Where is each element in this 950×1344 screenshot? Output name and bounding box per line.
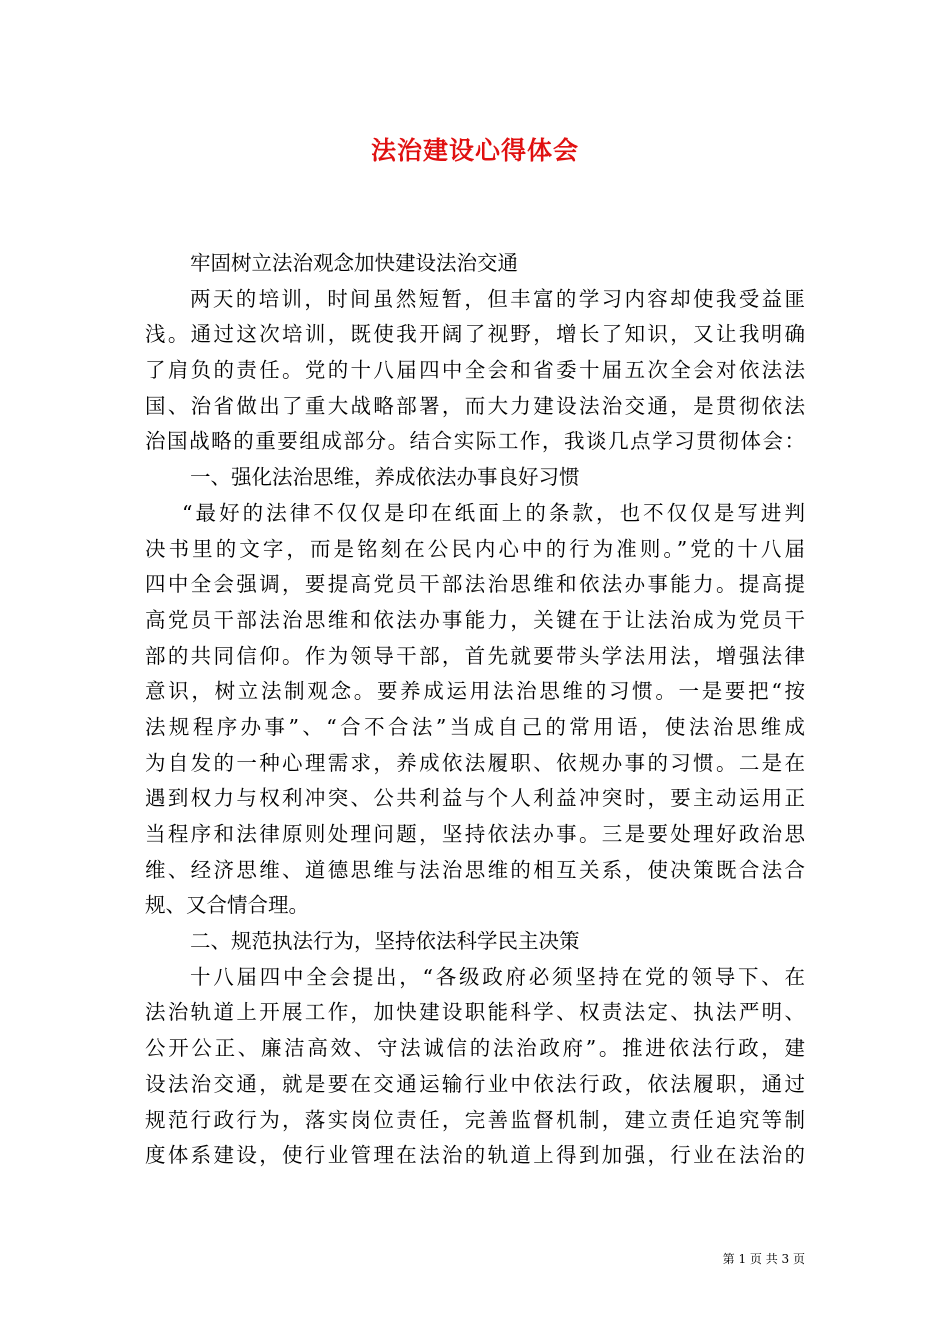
paragraph-line: 公开公正、廉洁高效、守法诚信的法治政府”。推进依法行政，建 bbox=[145, 1036, 805, 1061]
paragraph-line: 维、经济思维、道德思维与法治思维的相互关系，使决策既合法合 bbox=[145, 857, 805, 882]
paragraph-line: 部的共同信仰。作为领导干部，首先就要带头学法用法，增强法律 bbox=[145, 643, 805, 668]
paragraph-line: 治国战略的重要组成部分。结合实际工作，我谈几点学习贯彻体会： bbox=[145, 429, 805, 454]
paragraph-line: 法规程序办事”、“合不合法”当成自己的常用语，使法治思维成 bbox=[145, 714, 805, 739]
paragraph-line: 国、治省做出了重大战略部署，而大力建设法治交通，是贯彻依法 bbox=[145, 393, 805, 418]
paragraph-line: 决书里的文字，而是铭刻在公民内心中的行为准则。”党的十八届 bbox=[145, 536, 805, 561]
paragraph-line: 四中全会强调，要提高党员干部法治思维和依法办事能力。提高提 bbox=[145, 572, 805, 597]
paragraph-line: 设法治交通，就是要在交通运输行业中依法行政，依法履职，通过 bbox=[145, 1071, 805, 1096]
paragraph-line: 度体系建设，使行业管理在法治的轨道上得到加强，行业在法治的 bbox=[145, 1143, 805, 1168]
section-heading: 二、规范执法行为，坚持依法科学民主决策 bbox=[190, 929, 580, 954]
paragraph-line: 遇到权力与权利冲突、公共利益与个人利益冲突时，要主动运用正 bbox=[145, 786, 805, 811]
paragraph-line: 规、又合情合理。 bbox=[145, 893, 309, 918]
paragraph-line: 为自发的一种心理需求，养成依法履职、依规办事的习惯。二是在 bbox=[145, 750, 805, 775]
paragraph-line: 法治轨道上开展工作，加快建设职能科学、权责法定、执法严明、 bbox=[145, 1000, 805, 1025]
section-heading: 一、强化法治思维，养成依法办事良好习惯 bbox=[190, 465, 580, 490]
page-footer: 第 1 页 共 3 页 bbox=[722, 1252, 805, 1266]
document-body bbox=[145, 246, 805, 1174]
document-title: 法治建设心得体会 bbox=[370, 136, 579, 165]
paragraph-line: 了肩负的责任。党的十八届四中全会和省委十届五次全会对依法法 bbox=[145, 358, 805, 383]
paragraph-line: 当程序和法律原则处理问题，坚持依法办事。三是要处理好政治思 bbox=[145, 822, 805, 846]
paragraph-line: 十八届四中全会提出，“各级政府必须坚持在党的领导下、在 bbox=[190, 964, 805, 989]
paragraph-line: 规范行政行为，落实岗位责任，完善监督机制，建立责任追究等制 bbox=[145, 1107, 805, 1132]
paragraph-line: 高党员干部法治思维和依法办事能力，关键在于让法治成为党员干 bbox=[145, 607, 805, 632]
section-heading: 牢固树立法治观念加快建设法治交通 bbox=[190, 251, 518, 275]
paragraph-line: “最好的法律不仅仅是印在纸面上的条款，也不仅仅是写进判 bbox=[182, 500, 805, 525]
paragraph-line: 浅。通过这次培训，既使我开阔了视野，增长了知识，又让我明确 bbox=[145, 322, 805, 347]
paragraph-line: 意识，树立法制观念。要养成运用法治思维的习惯。一是要把“按 bbox=[145, 679, 805, 704]
paragraph-line: 两天的培训，时间虽然短暂，但丰富的学习内容却使我受益匪 bbox=[190, 286, 805, 311]
